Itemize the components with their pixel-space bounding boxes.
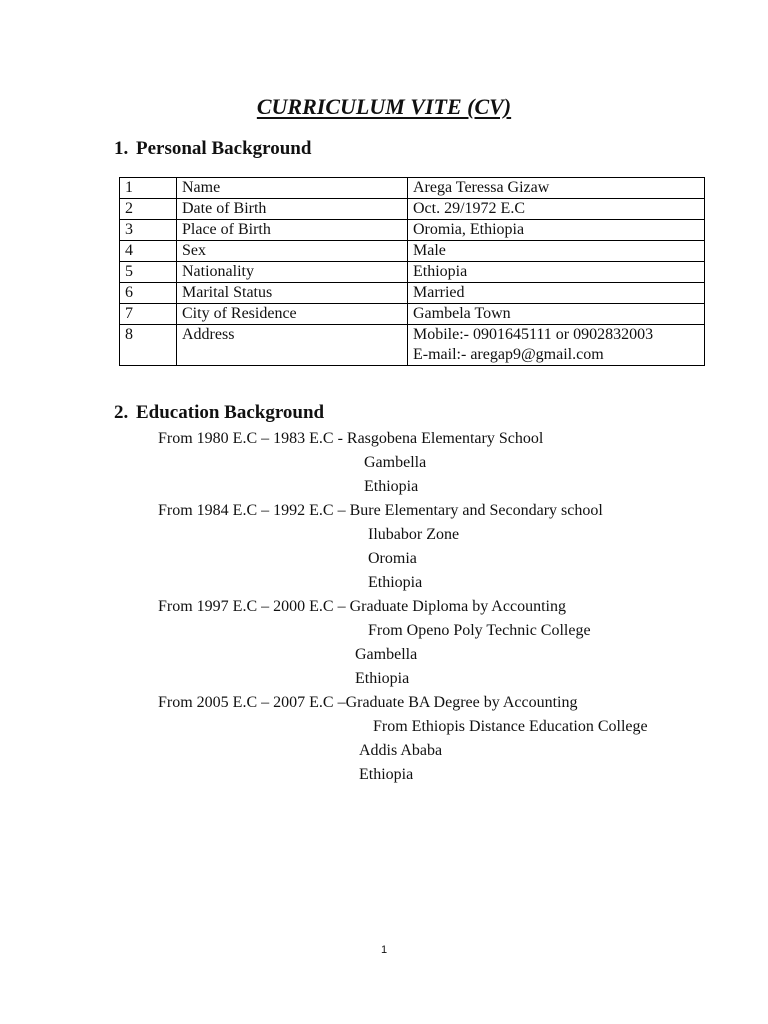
section-title: Personal Background [136,138,312,159]
field-label: Nationality [177,262,408,283]
education-line: Ethiopia [368,574,423,591]
value-line: Oct. 29/1972 E.C [413,200,525,217]
table-row [120,178,705,199]
row-number: 4 [120,241,177,262]
row-number: 6 [120,283,177,304]
field-label: City of Residence [177,304,408,325]
table-row [120,241,705,262]
field-value [408,262,705,283]
personal-background-heading [114,137,311,161]
section-title: Education Background [136,402,325,423]
field-label: Name [177,178,408,199]
field-value [408,241,705,262]
row-number: 8 [120,325,177,366]
document-title: CURRICULUM VITE (CV) [256,94,512,119]
education-line: From 2005 E.C – 2007 E.C –Graduate BA Degree by Accounting [158,694,578,711]
table-row [120,283,705,304]
value-line: Ethiopia [413,263,468,280]
section-number: 2. [114,402,129,423]
education-line: Ethiopia [359,766,414,783]
value-line: Married [413,284,465,301]
education-background-heading [114,401,324,425]
page-number: 1 [380,944,388,956]
education-line: Oromia [368,550,417,567]
row-number: 1 [120,178,177,199]
education-line: Addis Ababa [359,742,443,759]
table-row [120,262,705,283]
row-number: 3 [120,220,177,241]
value-line: Arega Teressa Gizaw [413,179,550,196]
field-label: Place of Birth [177,220,408,241]
field-value [408,283,705,304]
table-row [120,325,705,366]
row-number: 2 [120,199,177,220]
field-label: Marital Status [177,283,408,304]
table-row [120,304,705,325]
education-line: Ilubabor Zone [368,526,460,543]
education-line: From 1997 E.C – 2000 E.C – Graduate Diploma by Accounting [158,598,566,615]
row-number: 5 [120,262,177,283]
education-line: Gambella [364,454,427,471]
education-line: From 1984 E.C – 1992 E.C – Bure Elementary and Secondary school [158,502,603,519]
table-row [120,220,705,241]
field-value [408,178,705,199]
row-number: 7 [120,304,177,325]
field-label: Date of Birth [177,199,408,220]
value-line: Oromia, Ethiopia [413,221,525,238]
field-value [408,220,705,241]
personal-background-table [119,177,705,366]
education-line: Gambella [355,646,418,663]
education-line: Ethiopia [355,670,410,687]
field-label: Sex [177,241,408,262]
value-line: E-mail:- aregap9@gmail.com [413,346,604,363]
table-row [120,199,705,220]
education-line: From 1980 E.C – 1983 E.C - Rasgobena Elementary School [158,430,544,447]
value-line: Mobile:- 0901645111 or 0902832003 [413,326,654,343]
section-number: 1. [114,138,129,159]
education-line: From Ethiopis Distance Education College [373,718,648,735]
field-value [408,304,705,325]
field-value [408,199,705,220]
field-label: Address [177,325,408,366]
field-value [408,325,705,366]
value-line: Male [413,242,446,259]
value-line: Gambela Town [413,305,511,322]
education-line: Ethiopia [364,478,419,495]
education-line: From Openo Poly Technic College [368,622,591,639]
